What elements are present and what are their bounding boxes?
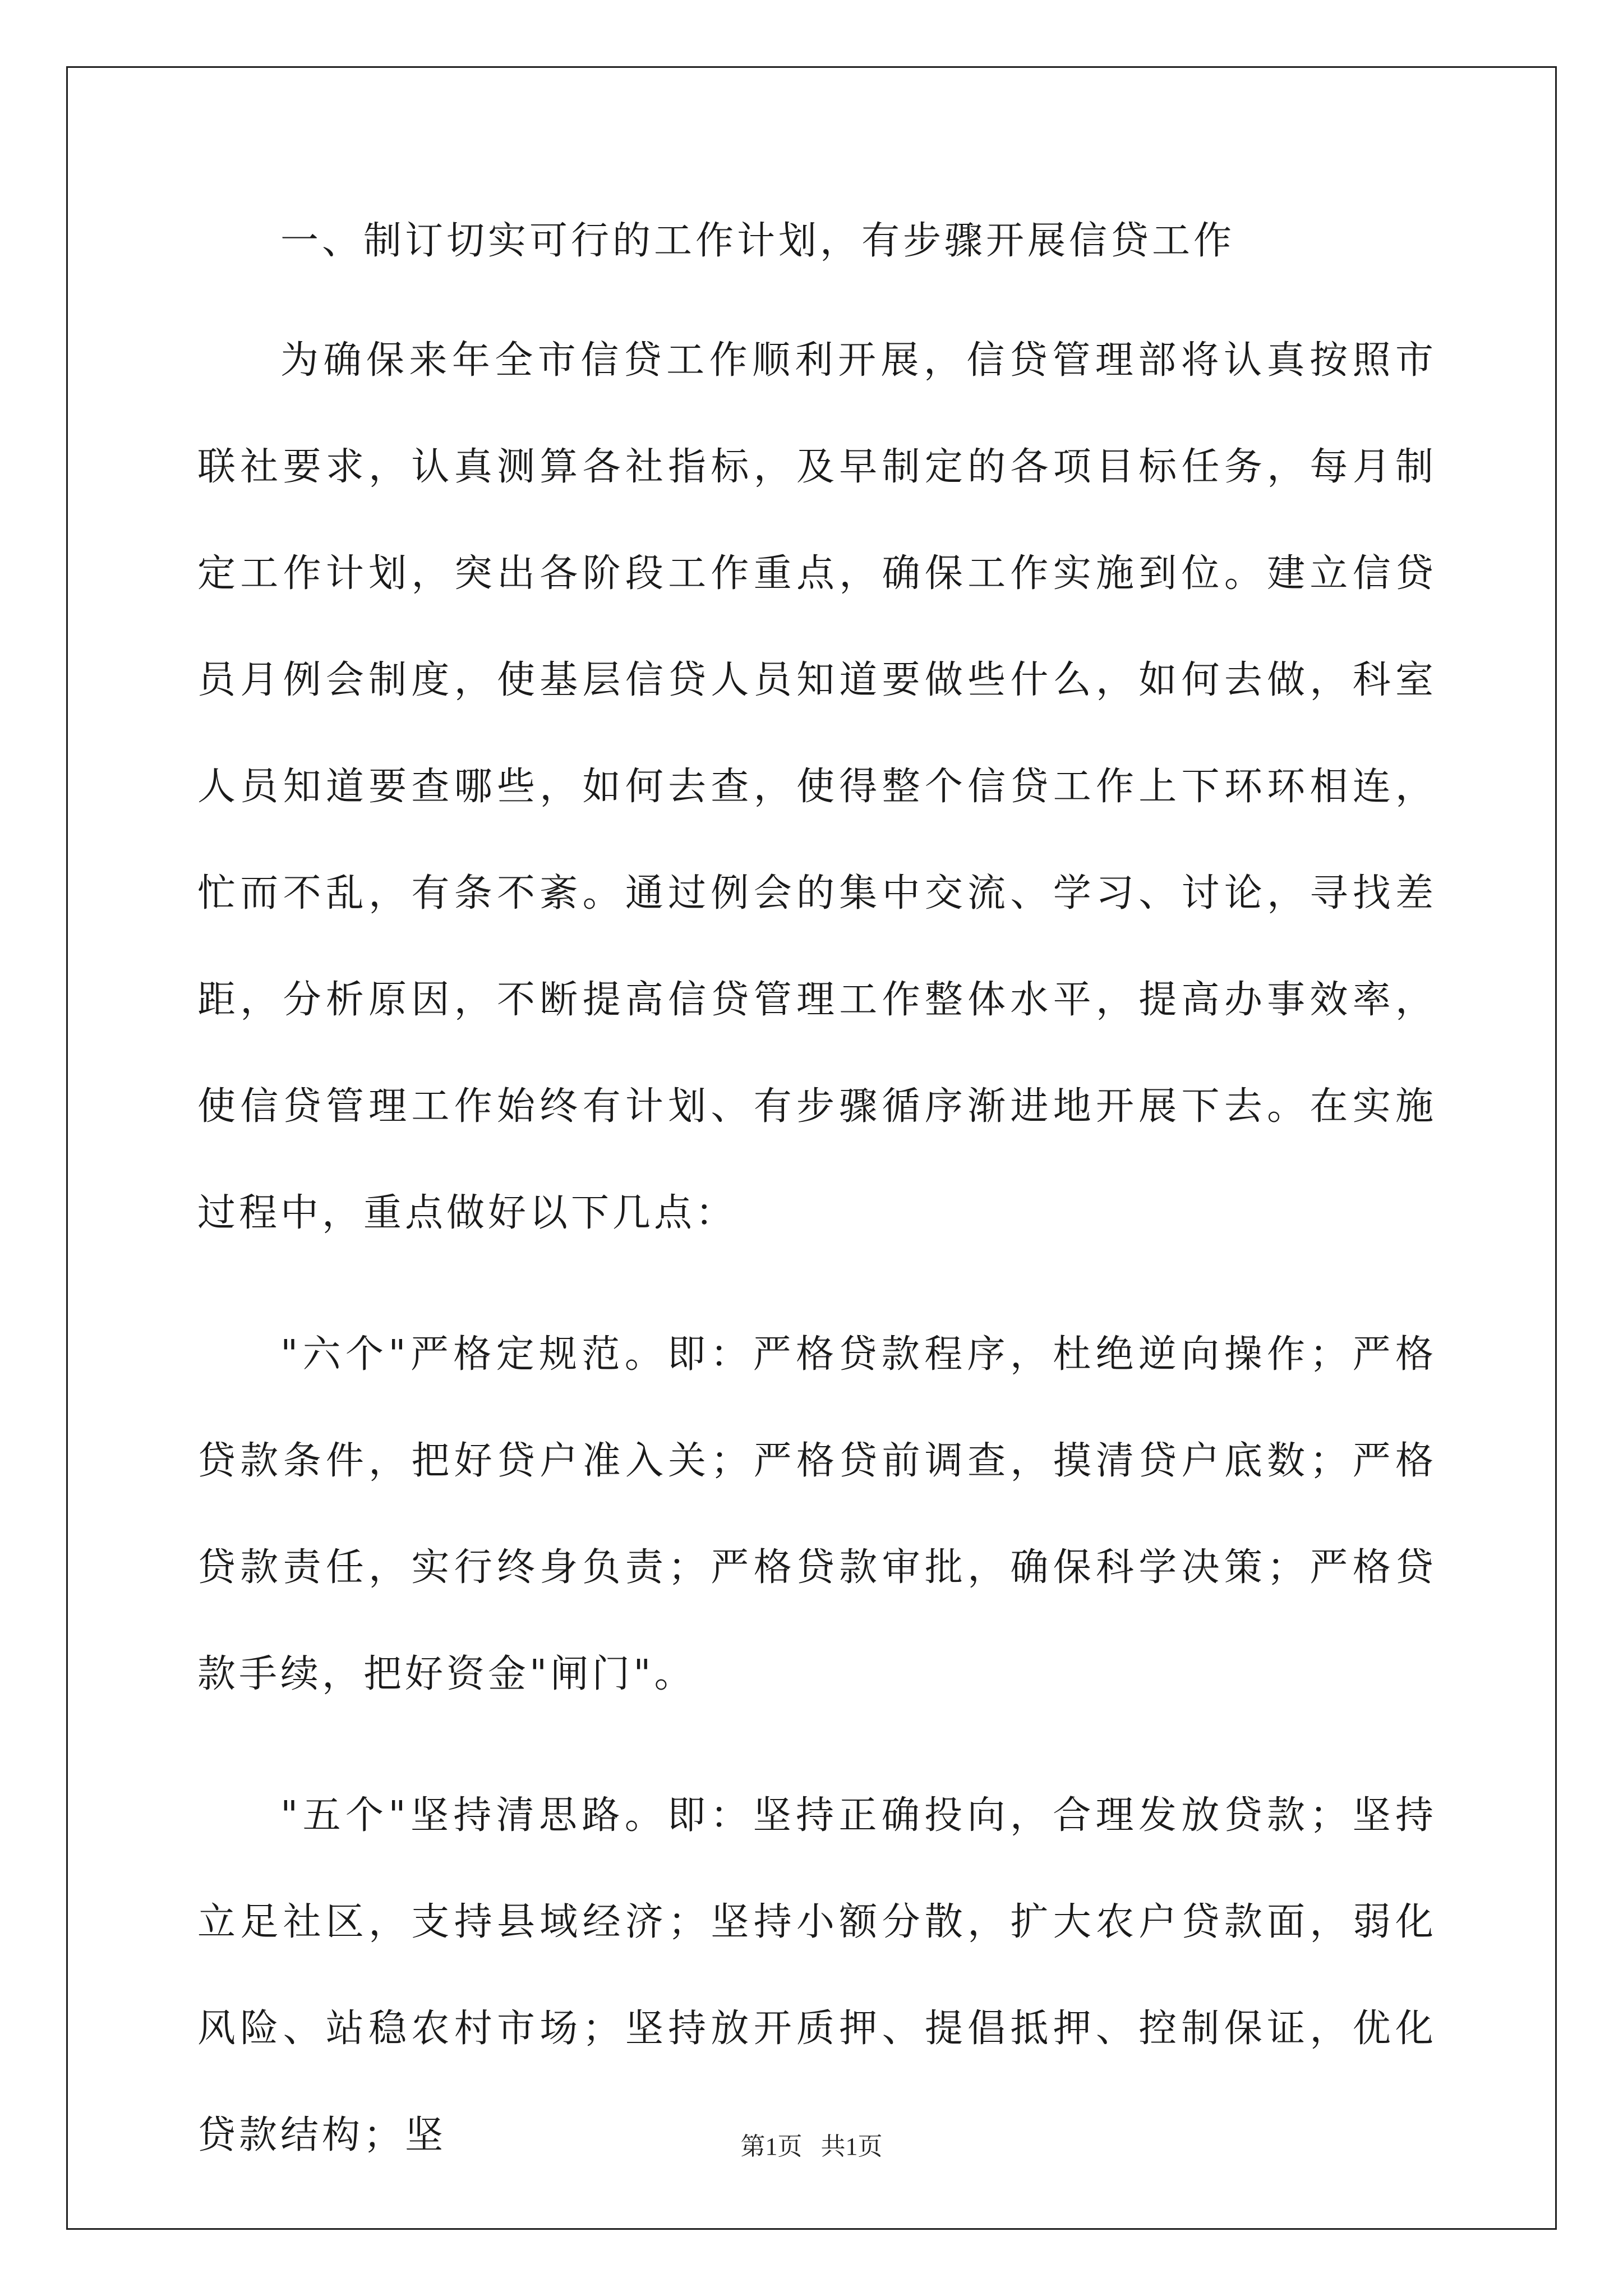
paragraph-five-persist: "五个"坚持清思路。即：坚持正确投向，合理发放贷款；坚持立足社区，支持县域经济；坚持小额分散，扩大农户贷款面，弱化风险、站稳农村市场；坚持放开质押、提倡抵押、控制保证，优化贷款结构；坚 <box>197 1793 1437 2157</box>
paragraph-six-strict: "六个"严格定规范。即：严格贷款程序，杜绝逆向操作；严格贷款条件，把好贷户准入关；严格贷前调查，摸清贷户底数；严格贷款责任，实行终身负责；严格贷款审批，确保科学决策；严格贷款手续，把好资金"闸门"。 <box>197 1332 1437 1696</box>
page-footer: 第1页 共1页 <box>740 2133 883 2160</box>
section-heading: 一、制订切实可行的工作计划，有步骤开展信贷工作 <box>280 219 1235 263</box>
document-body <box>197 208 1437 2189</box>
paragraph-work-plan: 为确保来年全市信贷工作顺利开展，信贷管理部将认真按照市联社要求，认真测算各社指标，及早制定的各项目标任务，每月制定工作计划，突出各阶段工作重点，确保工作实施到位。建立信贷员月例会制度，使基层信贷人员知道要做些什么，如何去做，科室人员知道要查哪些，如何去查，使得整个信贷工作上下环环相连，忙而不乱，有条不紊。通过例会的集中交流、学习、讨论，寻找差距，分析原因，不断提高信贷管理工作整体水平，提高办事效率，使信贷管理工作始终有计划、有步骤循序渐进地开展下去。在实施过程中，重点做好以下几点： <box>197 338 1437 1235</box>
